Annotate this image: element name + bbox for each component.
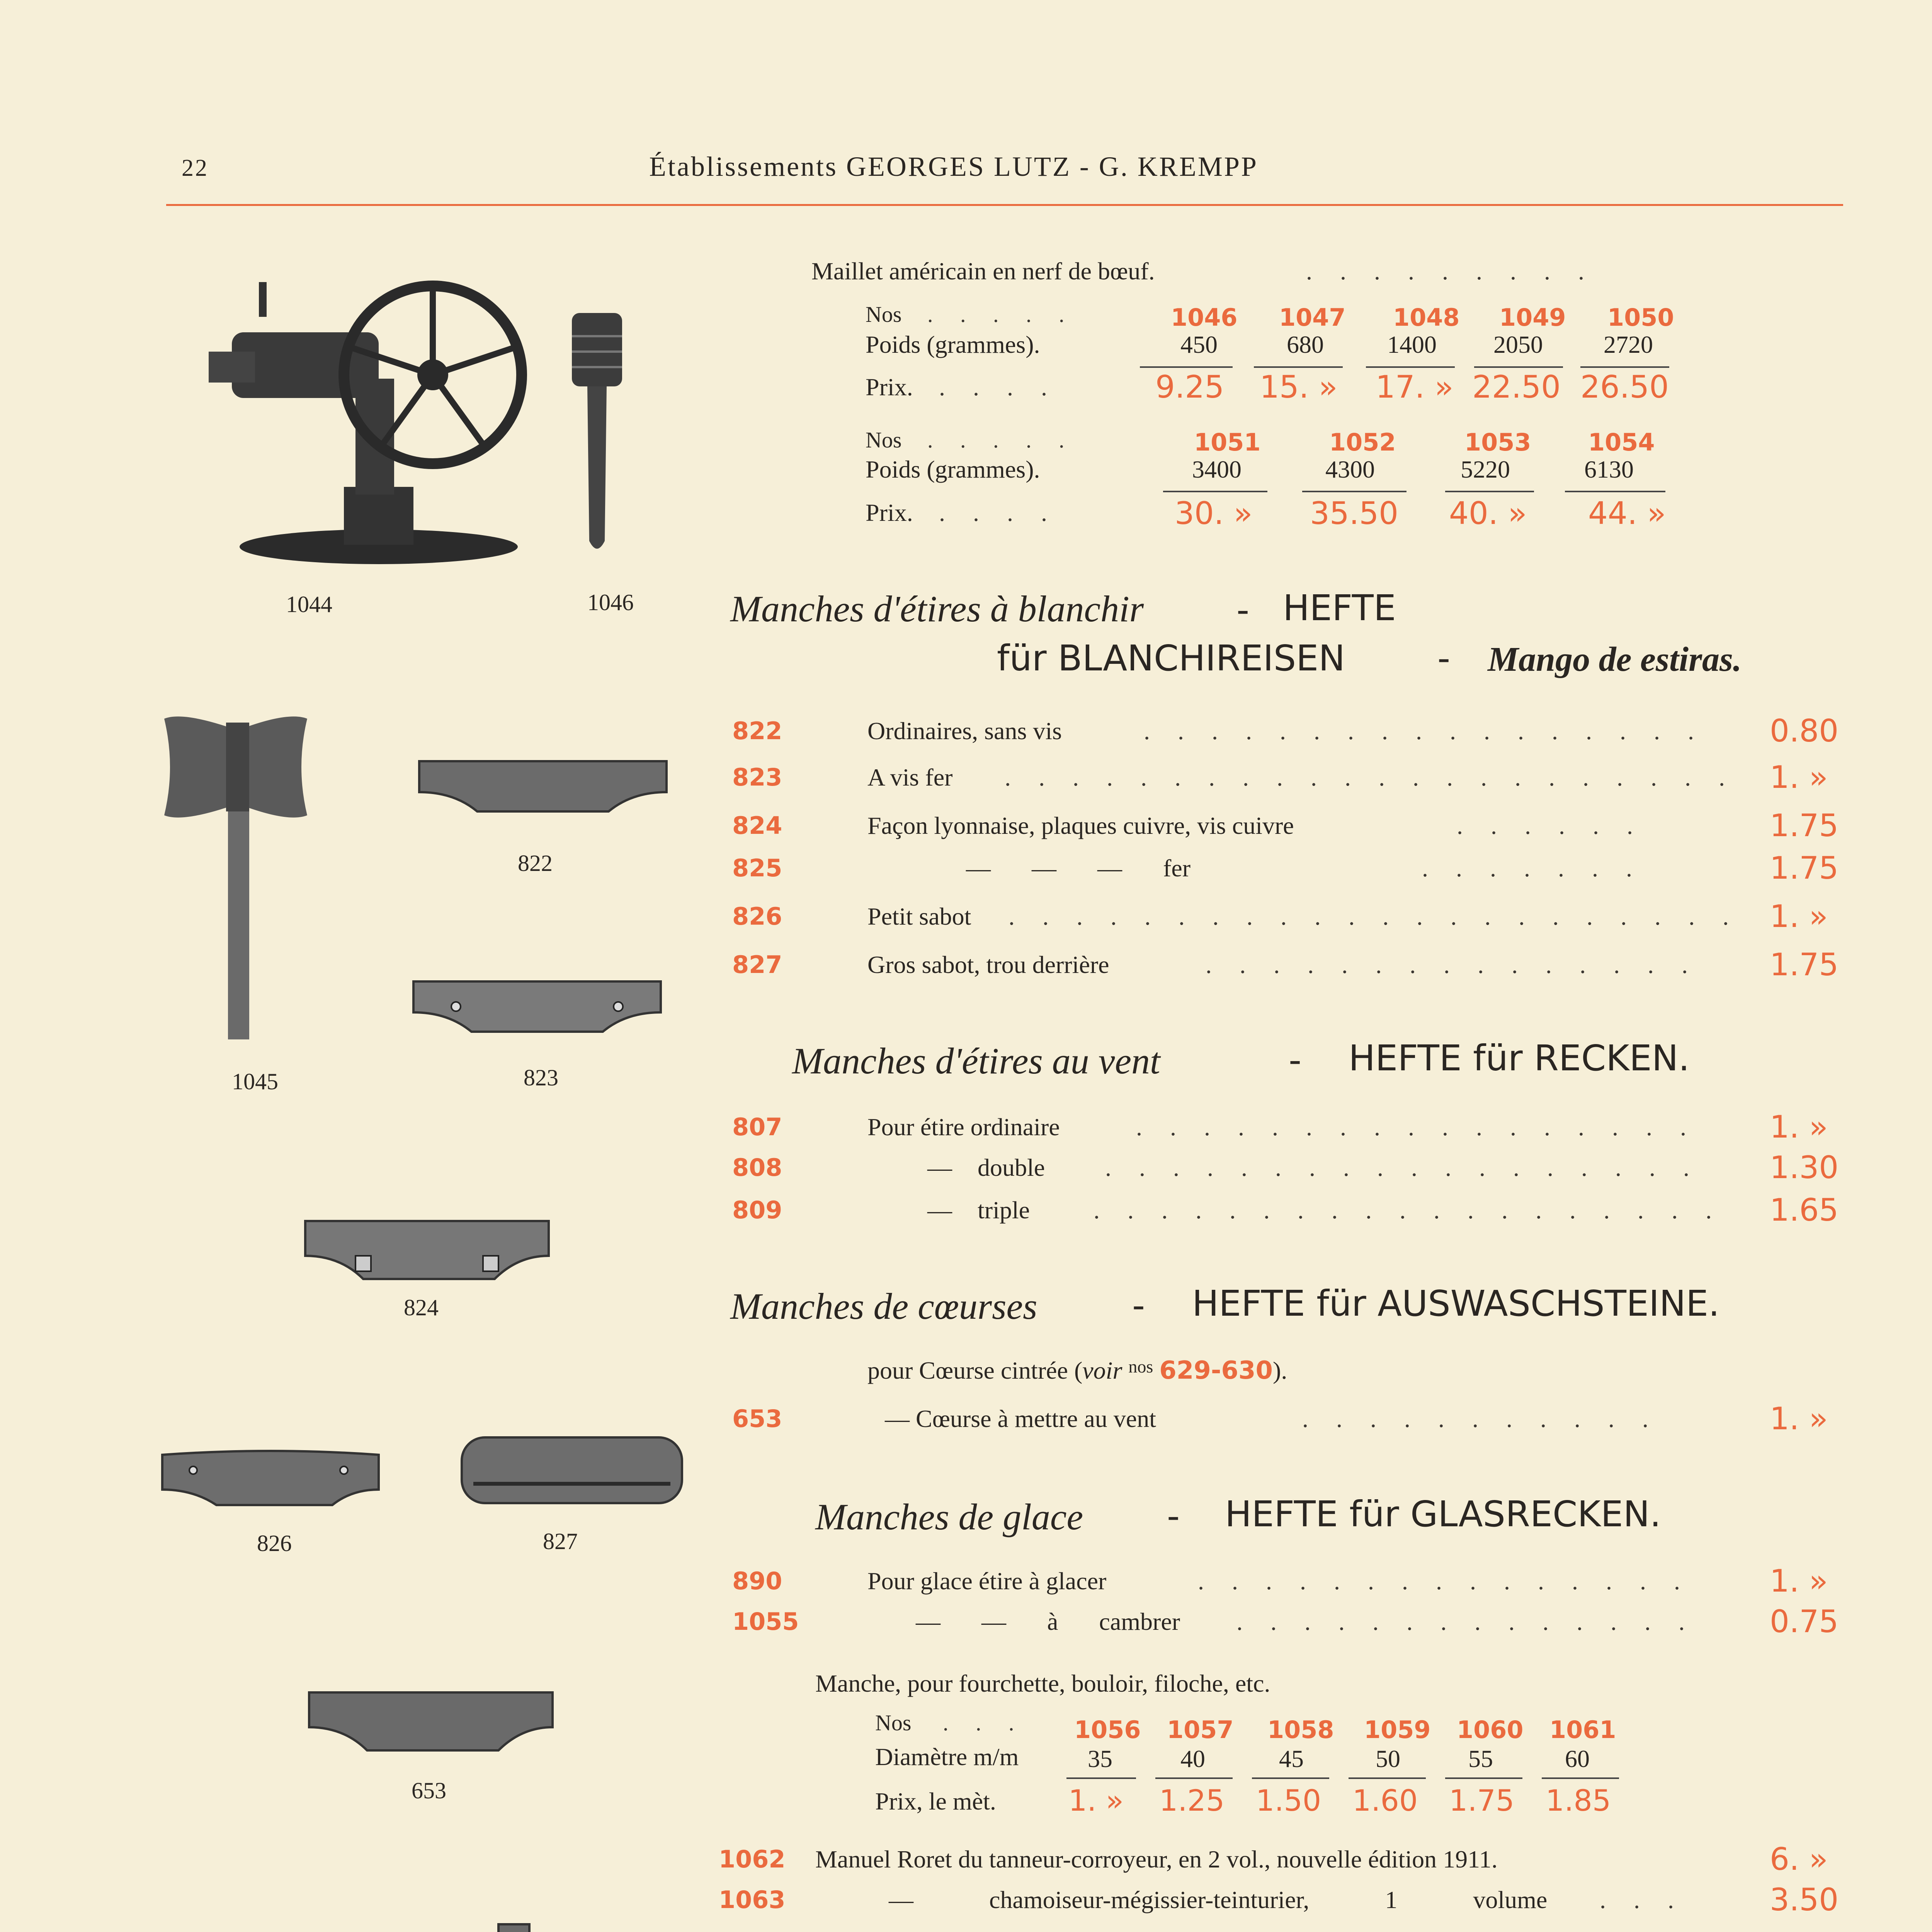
handle-826-illustration [158,1447,383,1509]
manche-no: 1061 [1549,1716,1616,1744]
vent-heading-de: HEFTE für RECKEN. [1349,1037,1690,1079]
item-label: Petit sabot [867,903,971,930]
manche-diameter: 45 [1279,1745,1304,1772]
dots: . . . . . . . . . . . . . . [1236,1608,1696,1635]
item-number: 1063 [719,1886,786,1914]
dots: . . . . . . . . . . . . . . . . . [1136,1113,1697,1141]
maillet-label-prix-2: Prix. [866,499,913,526]
item-price: 1.30 [1770,1150,1839,1185]
coeurses-heading-italic: Manches de cœurses [730,1286,1037,1327]
item-number: 809 [732,1196,782,1224]
handle-827-illustration [458,1434,686,1511]
item-number: 827 [732,951,782,979]
item-price: 1.75 [1770,850,1839,886]
dots: . . . . . . . . . . . . . . . . . . [1105,1154,1700,1181]
glace-heading-italic: Manches de glace [815,1496,1083,1537]
item-label: — double [927,1154,1045,1181]
caption-653: 653 [412,1778,446,1803]
handle-822-illustration [415,757,670,819]
maillet-price: 30. » [1175,495,1253,531]
manche-diameter: 60 [1565,1745,1590,1772]
manche-no: 1057 [1167,1716,1234,1744]
item-label: Façon lyonnaise, plaques cuivre, vis cuivre [867,812,1294,839]
manche-price: 1.75 [1449,1783,1515,1818]
item-label: Gros sabot, trou derrière [867,951,1109,978]
item-number: 825 [732,854,782,882]
item-number: 808 [732,1153,782,1182]
maillet-no: 1052 [1329,428,1396,456]
maillet-price: 35.50 [1310,495,1399,531]
header-rule [166,204,1843,206]
item-label: — triple [927,1196,1030,1224]
manche-price: 1. » [1068,1783,1124,1818]
blanchir-heading-de: HEFTE [1283,587,1396,629]
maillet-price: 22.50 [1472,369,1561,405]
maillet-price: 15. » [1260,369,1338,405]
item-number: 890 [732,1567,782,1595]
blanchir-heading-dash: - [1236,589,1250,631]
dots: . . . . [939,499,1058,526]
manche-price: 1.50 [1256,1783,1321,1818]
manche-label-prix: Prix, le mèt. [875,1787,996,1815]
item-number: 822 [732,717,782,745]
rule [1254,366,1343,368]
item-label: Ordinaires, sans vis [867,717,1062,745]
vent-heading-italic: Manches d'étires au vent [792,1040,1160,1082]
maillet-no: 1051 [1194,428,1261,456]
dots: . . . . . . . . . . . . . . . . . . . . . . [1009,903,1740,930]
dots: . . . . . . . . . . . . . . . . . [1144,717,1705,745]
maillet-weight: 450 [1180,331,1218,358]
glace-heading-de: HEFTE für GLASRECKEN. [1225,1493,1661,1535]
maillet-price: 9.25 [1155,369,1225,405]
coeurses-note-nos: nos [1128,1357,1153,1376]
item-label: — — à cambrer [916,1608,1180,1635]
item-number: 823 [732,763,782,791]
dots: . . . [1600,1886,1685,1913]
item-number: 1062 [719,1845,786,1873]
maillet-title: Maillet américain en nerf de bœuf. [811,257,1155,285]
leather-machine-illustration [162,270,572,572]
item-price: 3.50 [1770,1882,1839,1918]
item-price: 1.75 [1770,808,1839,844]
item-price: 0.75 [1770,1604,1839,1639]
maillet-weight: 5220 [1461,456,1510,483]
dots: . . . . . . . . . . . . . . . . . . . . . . [1005,764,1736,791]
item-label: — chamoiseur-mégissier-teinturier, 1 volume [889,1886,1548,1913]
dots: . . . . . . . . . . . . . . . . . . . [1094,1196,1723,1224]
maillet-label-nos-2: Nos [866,427,902,452]
item-label: Pour étire ordinaire [867,1113,1060,1141]
caption-826: 826 [257,1531,292,1556]
rule [1445,1777,1522,1779]
maillet-no: 1053 [1464,428,1531,456]
dots: . . . . . . . . . . . . . . . [1206,951,1699,978]
dots: . . . . . . . . . . . [1302,1405,1659,1432]
item-label: Manuel Roret du tanneur-corroyeur, en 2 vol., nouvelle édition 1911. [815,1845,1498,1873]
rule [1366,366,1455,368]
item-number: 826 [732,902,782,930]
manche-price: 1.25 [1159,1783,1225,1818]
manche-no: 1060 [1457,1716,1524,1744]
item-number: 807 [732,1113,782,1141]
coeurses-heading-dash: - [1132,1285,1145,1326]
maillet-no: 1047 [1279,303,1346,332]
maillet-price: 17. » [1376,369,1454,405]
blanchir-heading-dash2: - [1437,638,1451,679]
maillet-price: 40. » [1449,495,1527,531]
rule [1252,1777,1329,1779]
handle-824-illustration [301,1217,553,1283]
dots: . . . . [939,373,1058,401]
maillet-weight: 2720 [1604,331,1653,358]
manche-diameter: 40 [1180,1745,1205,1772]
blanchir-heading-italic: Manches d'étires à blanchir [730,588,1144,629]
caption-827: 827 [543,1529,578,1554]
page-header-title: Établissements GEORGES LUTZ - G. KREMPP [649,151,1258,182]
maillet-weight: 6130 [1584,456,1634,483]
dots: . . . . . . . [1422,854,1643,882]
caption-824: 824 [404,1295,439,1320]
dots: . . . . . [927,427,1075,452]
dots: . . . [943,1710,1025,1735]
caption-822: 822 [518,850,553,876]
glace-heading-dash: - [1167,1495,1180,1537]
maillet-label-prix-1: Prix. [866,373,913,401]
manche-no: 1058 [1267,1716,1334,1744]
maillet-weight: 3400 [1192,456,1242,483]
maillet-no: 1054 [1588,428,1655,456]
maillet-no: 1049 [1499,303,1566,332]
marguerite-1064-illustration [216,1917,649,1932]
vent-heading-dash: - [1289,1039,1302,1081]
rule [1565,491,1665,492]
item-price: 1. » [1770,1563,1828,1599]
manche-price: 1.60 [1352,1783,1418,1818]
item-price: 1. » [1770,1401,1828,1437]
dots: . . . . . . . . . . . . . . . [1198,1567,1691,1595]
rule [1542,1777,1619,1779]
maillet-label-poids-1: Poids (grammes). [866,331,1040,358]
caption-1046: 1046 [587,590,634,615]
manche-price: 1.85 [1546,1783,1611,1818]
handle-653-illustration [305,1689,556,1754]
item-number: 1055 [732,1607,799,1636]
caption-1044: 1044 [286,592,332,617]
manche-diameter: 55 [1468,1745,1493,1772]
maillet-weight: 4300 [1325,456,1375,483]
item-label: — — — fer [966,854,1191,882]
item-price: 1. » [1770,1109,1828,1145]
manche-label-diam: Diamètre m/m [875,1743,1019,1770]
item-number: 824 [732,811,782,840]
coeurses-note-ref[interactable]: 629-630 [1159,1356,1273,1385]
maillet-label-nos-1: Nos [866,302,902,327]
rule [1163,491,1267,492]
caption-1045: 1045 [232,1069,278,1094]
rule [1580,366,1669,368]
rule [1445,491,1534,492]
coeurses-note-voir: voir [1082,1357,1122,1384]
page-number: 22 [182,155,209,181]
manche-no: 1059 [1364,1716,1431,1744]
maillet-weight: 680 [1287,331,1324,358]
coeurses-note-text: pour Cœurse cintrée ( [867,1357,1083,1384]
maillet-label-poids-2: Poids (grammes). [866,456,1040,483]
manche-diameter: 50 [1376,1745,1400,1772]
item-label: A vis fer [867,764,953,791]
manche-no: 1056 [1074,1716,1141,1744]
item-number: 653 [732,1405,782,1433]
dots: . . . . . [927,302,1075,327]
rule [1302,491,1406,492]
blanchir-heading-de2: für BLANCHIREISEN [997,638,1345,679]
coeurses-note [867,1356,1287,1385]
mallet-1046-illustration [556,309,634,564]
item-price: 1. » [1770,759,1828,795]
item-price: 1.75 [1770,947,1839,983]
mallet-1045-illustration [160,711,323,1047]
maillet-weight: 1400 [1387,331,1437,358]
manche-label-nos: Nos [875,1710,912,1735]
rule [1066,1777,1136,1779]
item-price: 1.65 [1770,1192,1839,1228]
manche-title: Manche, pour fourchette, bouloir, filoche, etc. [815,1670,1270,1697]
rule [1474,366,1563,368]
item-price: 6. » [1770,1841,1828,1877]
maillet-no: 1050 [1607,303,1674,332]
handle-823-illustration [410,978,665,1039]
maillet-no: 1048 [1393,303,1460,332]
maillet-price: 26.50 [1580,369,1669,405]
rule [1140,366,1233,368]
maillet-price: 44. » [1588,495,1666,531]
item-label: — Cœurse à mettre au vent [885,1405,1156,1432]
maillet-title-dots: . . . . . . . . . [1306,257,1595,285]
blanchir-heading-es: Mango de estiras. [1488,640,1742,679]
item-label: Pour glace étire à glacer [867,1567,1107,1595]
item-price: 1. » [1770,898,1828,934]
coeurses-heading-de: HEFTE für AUSWASCHSTEINE. [1192,1283,1720,1324]
maillet-weight: 2050 [1493,331,1543,358]
coeurses-note-close: ). [1273,1357,1287,1384]
maillet-no: 1046 [1171,303,1238,332]
rule [1349,1777,1426,1779]
rule [1155,1777,1233,1779]
dots: . . . . . . [1457,812,1644,839]
manche-diameter: 35 [1088,1745,1112,1772]
caption-823: 823 [524,1065,558,1090]
item-price: 0.80 [1770,713,1839,749]
